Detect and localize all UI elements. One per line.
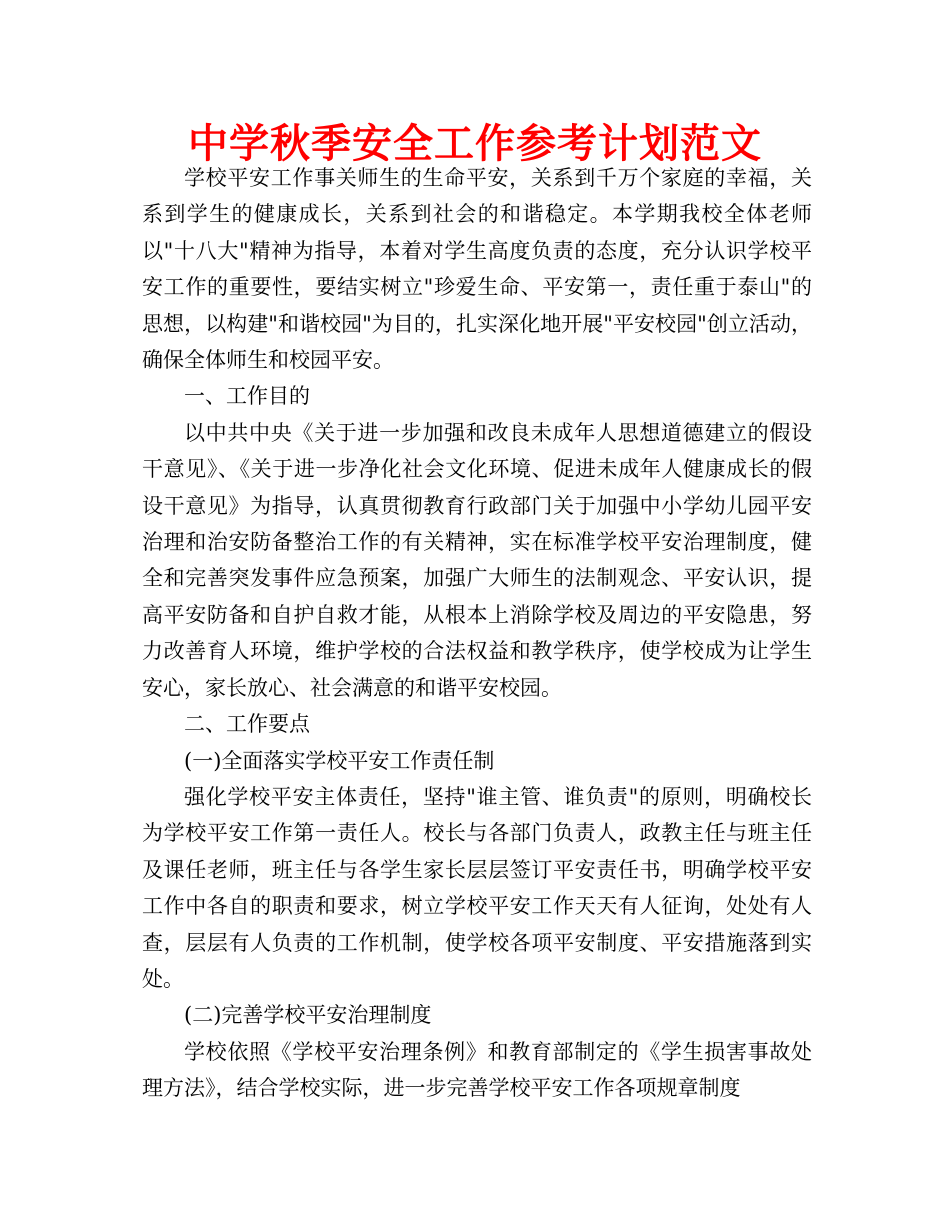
heading-work-goal: 一、工作目的 xyxy=(184,384,310,409)
subheading-management-system: (二)完善学校平安治理制度 xyxy=(184,1003,432,1028)
document-title: 中学秋季安全工作参考计划范文 xyxy=(188,121,762,167)
paragraph-responsibility: 强化学校平安主体责任，坚持"谁主管、谁负责"的原则，明确校长为学校平安工作第一责任人。校长与各部门负责人，政教主任与班主任及课任老师，班主任与各学生家长层层签订平安责任书，明确学校平安工作中各自的职责和要求，树立学校平安工作天天有人征询，处处有人查，层层有人负责的工作机制，使学校各项平安制度、平安措施落到实处。 xyxy=(142,784,812,991)
subheading-responsibility: (一)全面落实学校平安工作责任制 xyxy=(184,748,495,773)
paragraph-intro: 学校平安工作事关师生的生命平安，关系到千万个家庭的幸福，关系到学生的健康成长，关系到社会的和谐稳定。本学期我校全体老师以"十八大"精神为指导，本着对学生高度负责的态度，充分认识学校平安工作的重要性，要结实树立"珍爱生命、平安第一，责任重于泰山"的思想，以构建"和谐校园"为目的，扎实深化地开展"平安校园"创立活动，确保全体师生和校园平安。 xyxy=(142,166,812,373)
paragraph-management-system: 学校依照《学校平安治理条例》和教育部制定的《学生损害事故处理方法》，结合学校实际，进一步完善学校平安工作各项规章制度 xyxy=(142,1039,812,1101)
heading-work-points: 二、工作要点 xyxy=(184,712,310,737)
document-body xyxy=(142,160,812,1107)
paragraph-work-goal: 以中共中央《关于进一步加强和改良未成年人思想道德建立的假设干意见》、《关于进一步净化社会文化环境、促进未成年人健康成长的假设干意见》为指导，认真贯彻教育行政部门关于加强中小学幼儿园平安治理和治安防备整治工作的有关精神，实在标准学校平安治理制度，健全和完善突发事件应急预案，加强广大师生的法制观念、平安认识，提高平安防备和自护自救才能，从根本上消除学校及周边的平安隐患，努力改善育人环境，维护学校的合法权益和教学秩序，使学校成为让学生安心，家长放心、社会满意的和谐平安校园。 xyxy=(142,420,812,700)
